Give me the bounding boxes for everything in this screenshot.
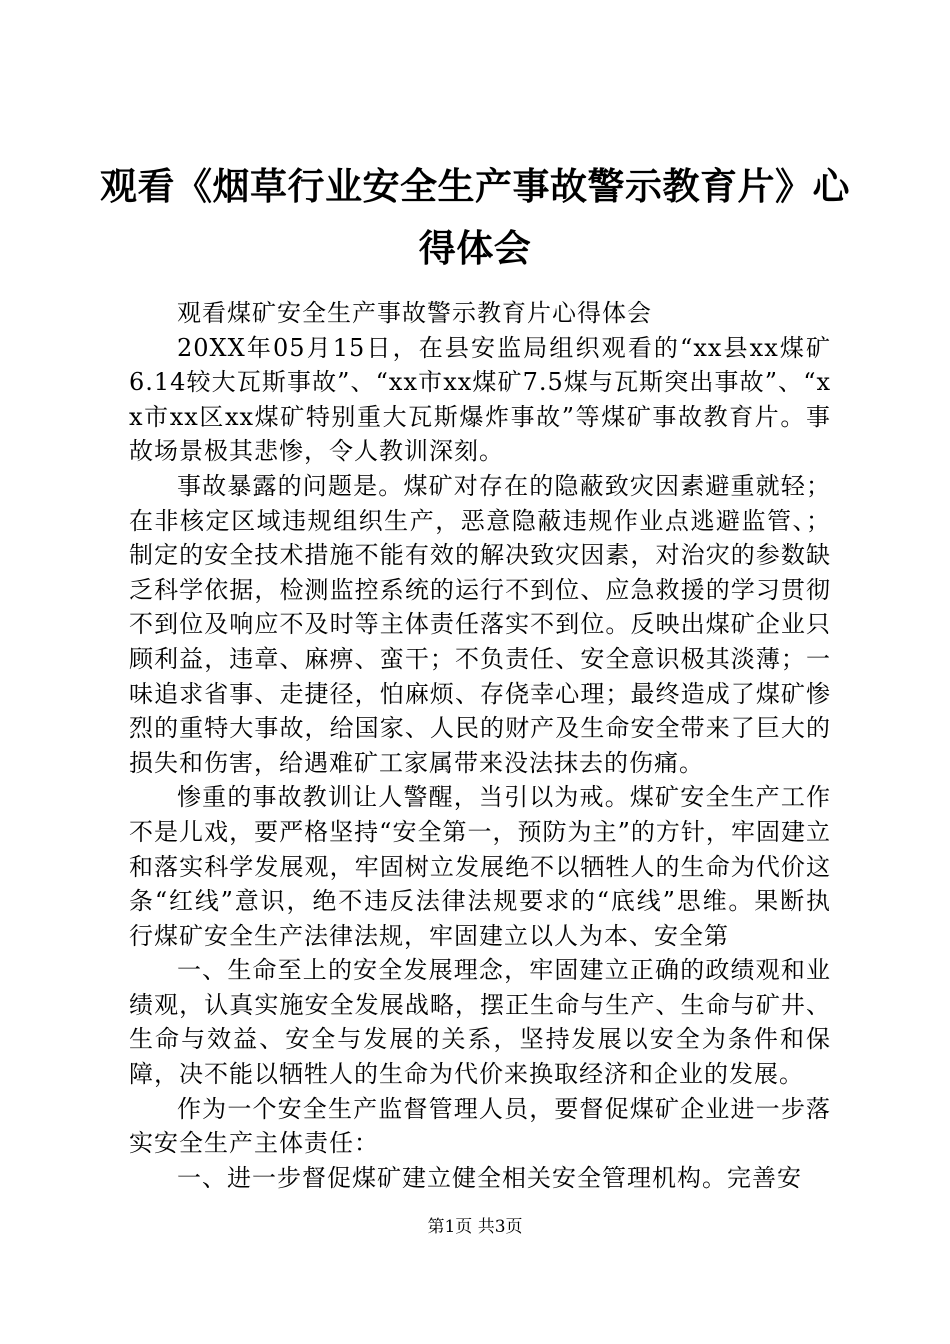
body-paragraph: 一、进一步督促煤矿建立健全相关安全管理机构。完善安 (177, 1163, 802, 1192)
subtitle-paragraph: 观看煤矿安全生产事故警示教育片心得体会 (177, 299, 652, 327)
document-title: 观看《烟草行业安全生产事故警示教育片》心得体会 (100, 165, 850, 270)
body-paragraph: 事故暴露的问题是。煤矿对存在的隐蔽致灾因素避重就轻；在非核定区域违规组织生产，恶意隐蔽违规作业点逃避监管、；制定的安全技术措施不能有效的解决致灾因素，对治灾的参数缺乏科学依据，检测监控系统的运行不到位、应急救援的学习贯彻不到位及响应不及时等主体责任落实不到位。反映出煤矿企业只顾利益，违章、麻痹、蛮干；不负责任、安全意识极其淡薄；一味追求省事、走捷径，怕麻烦、存侥幸心理；最终造成了煤矿惨烈的重特大事故，给国家、人民的财产及生命安全带来了巨大的损失和伤害，给遇难矿工家属带来没法抹去的伤痛。 (129, 471, 831, 777)
body-paragraph: 一、生命至上的安全发展理念，牢固建立正确的政绩观和业绩观，认真实施安全发展战略，摆正生命与生产、生命与矿井、生命与效益、安全与发展的关系，坚持发展以安全为条件和保障，决不能以牺牲人的生命为代价来换取经济和企业的发展。 (129, 956, 831, 1089)
body-paragraph: 20XX年05月15日，在县安监局组织观看的“xx县xx煤矿6.14较大瓦斯事故”、“xx市xx煤矿7.5煤与瓦斯突出事故”、“xx市xx区xx煤矿特别重大瓦斯爆炸事故”等煤矿事故教育片。事故场景极其悲惨，令人教训深刻。 (129, 333, 831, 466)
page-footer: 第1页 共3页 (427, 1217, 523, 1237)
body-paragraph: 作为一个安全生产监督管理人员，要督促煤矿企业进一步落实安全生产主体责任： (129, 1094, 831, 1158)
body-paragraph: 惨重的事故教训让人警醒，当引以为戒。煤矿安全生产工作不是儿戏，要严格坚持“安全第一，预防为主”的方针，牢固建立和落实科学发展观，牢固树立发展绝不以牺牲人的生命为代价这条“红线”意识，绝不违反法律法规要求的“底线”思维。果断执行煤矿安全生产法律法规，牢固建立以人为本、安全第 (129, 783, 831, 950)
document-body (129, 296, 831, 1195)
